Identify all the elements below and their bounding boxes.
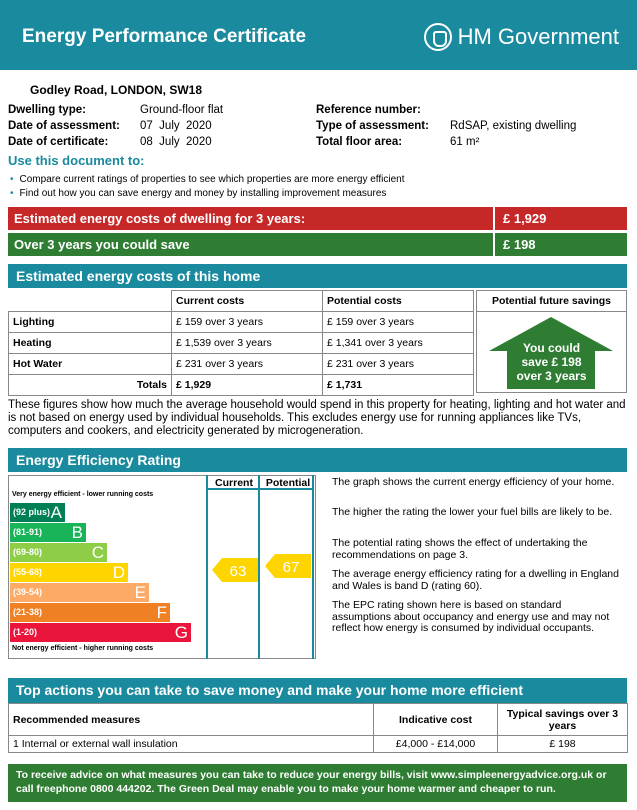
government-logo: HM Government [424, 23, 619, 51]
totals-row: Totals £ 1,929 £ 1,731 [9, 375, 474, 396]
rating-band-c: (69-80) C [10, 543, 107, 562]
actions-table: Recommended measures Indicative cost Typical savings over 3 years 1 Internal or external wall insulation £4,000 - £14,000 £ 198 [8, 703, 628, 753]
current-costs-header: Current costs [172, 291, 323, 312]
rating-band-a: (92 plus) A [10, 503, 65, 522]
assessment-type-value: RdSAP, existing dwelling [450, 120, 577, 132]
certificate-date-label: Date of certificate: [8, 136, 109, 148]
use-title: Use this document to: [8, 153, 145, 168]
svg-text:67: 67 [282, 559, 300, 576]
costs-note: These figures show how much the average household would spend in this property for heating, lighting and hot water and is not based on energy used by individual households. This excludes energy use for running appliances like TVs, computers and cookers, and electricity generated by microgeneration. [8, 399, 626, 437]
use-bullet: • Compare current ratings of properties to see which properties are more energy efficient [10, 174, 405, 185]
rating-info: The potential rating shows the effect of undertaking the recommendations on page 3. [332, 537, 588, 561]
rating-band-f: (21-38) F [10, 603, 170, 622]
dwelling-type-value: Ground-floor flat [140, 104, 224, 116]
rating-band-e: (39-54) E [10, 583, 149, 602]
table-row: Lighting £ 159 over 3 years £ 159 over 3 years [9, 312, 474, 333]
floor-area-label: Total floor area: [316, 136, 403, 148]
page-title: Energy Performance Certificate [22, 26, 307, 47]
inefficient-note: Not energy efficient - higher running costs [12, 645, 154, 652]
rating-info: The average energy efficiency rating for a dwelling in England and Wales is band D (rating 60). [332, 568, 619, 592]
savings-summary-bar: Over 3 years you could save £ 198 [8, 233, 627, 256]
current-rating-marker [212, 558, 260, 582]
costs-section-title: Estimated energy costs of this home [8, 264, 627, 288]
use-bullet: • Find out how you can save energy and money by installing improvement measures [10, 188, 387, 199]
cost-summary-value: £ 1,929 [493, 207, 627, 230]
dwelling-type-label: Dwelling type: [8, 104, 86, 116]
efficient-note: Very energy efficient - lower running costs [12, 491, 154, 498]
rating-info: The graph shows the current energy efficiency of your home. [332, 476, 615, 488]
floor-area-value: 61 m² [450, 136, 480, 148]
reference-label: Reference number: [316, 104, 421, 116]
svg-text:63: 63 [229, 563, 247, 580]
rating-band-d: (55-68) D [10, 563, 128, 582]
property-address: Godley Road, LONDON, SW18 [30, 83, 203, 97]
potential-header: Potential [265, 477, 311, 489]
potential-costs-header: Potential costs [323, 291, 474, 312]
certificate-date-value: 08 July 2020 [140, 136, 212, 148]
costs-table [8, 290, 474, 396]
future-savings-box: Potential future savings You could save £ 198 over 3 years [476, 290, 627, 393]
rating-info: The higher the rating the lower your fuel bills are likely to be. [332, 506, 613, 518]
table-row: Heating £ 1,539 over 3 years £ 1,341 over 3 years [9, 333, 474, 354]
advice-footer: To receive advice on what measures you can take to reduce your energy bills, visit www.simpleenergyadvice.org.uk or call freephone 0800 444202. The Green Deal may enable you to make your home warmer and cheaper to run. [8, 764, 627, 802]
rating-info: The EPC rating shown here is based on standard assumptions about occupancy and energy use and may not reflect how energy is consumed by individual occupants. [332, 599, 610, 634]
table-row: Hot Water £ 231 over 3 years £ 231 over 3 years [9, 354, 474, 375]
rating-band-b: (81-91) B [10, 523, 86, 542]
cost-summary-bar: Estimated energy costs of dwelling for 3 years: £ 1,929 [8, 207, 627, 230]
header-banner [0, 0, 637, 70]
table-row: 1 Internal or external wall insulation £4,000 - £14,000 £ 198 [9, 736, 628, 753]
assessment-date-value: 07 July 2020 [140, 120, 212, 132]
current-header: Current [215, 477, 253, 489]
future-savings-header: Potential future savings [477, 291, 626, 312]
savings-summary-value: £ 198 [493, 233, 627, 256]
crest-icon [424, 23, 452, 51]
assessment-date-label: Date of assessment: [8, 120, 120, 132]
rating-section-title: Energy Efficiency Rating [8, 448, 627, 472]
assessment-type-label: Type of assessment: [316, 120, 429, 132]
actions-section-title: Top actions you can take to save money and make your home more efficient [8, 678, 627, 703]
potential-rating-marker [265, 554, 313, 578]
rating-band-g: (1-20) G [10, 623, 191, 642]
